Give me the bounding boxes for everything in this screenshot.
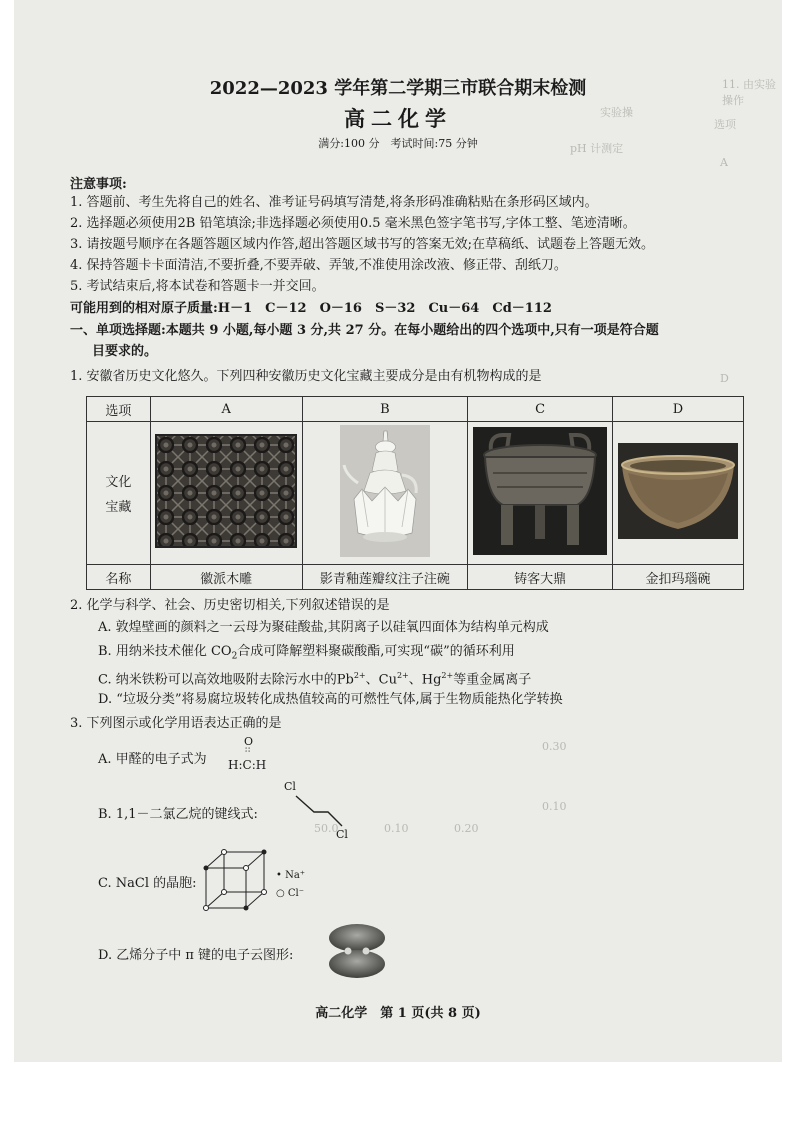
bleed-text: D xyxy=(720,372,729,385)
q1-name-b: 影青釉莲瓣纹注子注碗 xyxy=(302,565,468,590)
note-item: 3. 请按题号顺序在各题答题区域内作答,超出答题区域书写的答案无效;在草稿纸、试题卷上答题无效。 xyxy=(70,237,655,252)
formaldehyde-double-bond: :: xyxy=(242,746,253,753)
q1-name-d: 金扣玛瑙碗 xyxy=(613,565,744,590)
q2-stem: 2. 化学与科学、社会、历史密切相关,下列叙述错误的是 xyxy=(70,598,390,613)
agate-bowl-image xyxy=(618,443,738,539)
exam-title: 2022—2023 学年第二学期三市联合期末检测 xyxy=(209,78,587,99)
wood-carving-photo xyxy=(150,422,302,565)
superscript: 2+ xyxy=(441,671,454,680)
q1-name-c: 铸客大鼎 xyxy=(468,565,613,590)
exam-meta: 满分:100 分 考试时间:75 分钟 xyxy=(318,137,478,150)
bleed-text: 0.30 xyxy=(542,740,567,753)
bleed-text: 11. 由实验操作 xyxy=(722,78,776,107)
wood-carving-image xyxy=(154,433,298,549)
bleed-text: 50.0 xyxy=(314,822,339,835)
row-label-line: 宝藏 xyxy=(105,500,132,515)
q3-option-b: B. 1,1－二氯乙烷的键线式: xyxy=(98,807,258,822)
bronze-ding-image xyxy=(473,427,607,555)
atomic-mass: 可能用到的相对原子质量:H－1 C－12 O－16 S－32 Cu－64 Cd－112 xyxy=(70,301,552,316)
bronze-ding-photo xyxy=(468,422,613,565)
nacl-unit-cell xyxy=(200,848,270,918)
q2-option-c xyxy=(98,666,531,690)
na-ion-legend: • Na⁺ xyxy=(276,870,306,881)
bleed-text: 0.10 xyxy=(542,800,567,813)
subscript: 2 xyxy=(231,651,238,662)
q2-c-text: 、Cu xyxy=(365,672,397,688)
subject-title: 高二化学 xyxy=(344,106,452,131)
bleed-text: 0.10 xyxy=(384,822,409,835)
q1-option-d: D xyxy=(613,397,744,422)
page-footer: 高二化学 第 1 页(共 8 页) xyxy=(315,1006,481,1021)
q2-option-a: A. 敦煌壁画的颜料之一云母为聚硅酸盐,其阴离子以硅氧四面体为结构单元构成 xyxy=(98,620,549,635)
note-item: 5. 考试结束后,将本试卷和答题卡一并交回。 xyxy=(70,279,325,294)
q2-option-d: D. “垃圾分类”将易腐垃圾转化成热值较高的可燃性气体,属于生物质能热化学转换 xyxy=(98,692,563,707)
q3-option-a: A. 甲醛的电子式为 xyxy=(98,752,207,767)
q1-option-c: C xyxy=(468,397,613,422)
q2-c-text: 等重金属离子 xyxy=(453,672,532,688)
q1-stem: 1. 安徽省历史文化悠久。下列四种安徽历史文化宝藏主要成分是由有机物构成的是 xyxy=(70,369,542,384)
porcelain-ewer-image xyxy=(340,425,430,557)
q1-col-header: 选项 xyxy=(87,397,151,422)
q1-option-b: B xyxy=(302,397,468,422)
exam-page xyxy=(14,0,782,1062)
q2-c-text: C. 纳米铁粉可以高效地吸附去除污水中的Pb xyxy=(98,672,354,688)
q1-name-label: 名称 xyxy=(87,565,151,590)
q2-option-b xyxy=(98,642,515,667)
bleed-text: 0.20 xyxy=(454,822,479,835)
bleed-text: 实验操 xyxy=(600,106,633,119)
note-item: 2. 选择题必须使用2B 铅笔填涂;非选择题必须使用0.5 毫米黑色签字笔书写,字体工整、笔迹清晰。 xyxy=(70,216,636,231)
q3-option-d: D. 乙烯分子中 π 键的电子云图形: xyxy=(98,948,294,963)
q3-stem: 3. 下列图示或化学用语表达正确的是 xyxy=(70,716,282,731)
bleed-text: 选项 xyxy=(714,118,736,131)
q1-name-a: 徽派木雕 xyxy=(150,565,302,590)
bleed-text: A xyxy=(720,156,728,169)
formaldehyde-o: O xyxy=(244,735,254,748)
section-heading: 一、单项选择题:本题共 9 小题,每小题 3 分,共 27 分。在每小题给出的四个选项中,只有一项是符合题 xyxy=(70,323,659,338)
q1-table xyxy=(86,396,744,590)
notes-title: 注意事项: xyxy=(70,177,127,192)
superscript: 2+ xyxy=(353,671,366,680)
row-label-line: 文化 xyxy=(105,475,132,490)
q2-b-text: B. 用纳米技术催化 CO xyxy=(98,644,232,659)
bleed-text: pH 计测定 xyxy=(570,142,624,155)
q1-option-a: A xyxy=(150,397,302,422)
note-item: 4. 保持答题卡卡面清洁,不要折叠,不要弄破、弄皱,不准使用涂改液、修正带、刮纸刀。 xyxy=(70,258,567,273)
section-heading-cont: 目要求的。 xyxy=(92,344,158,359)
q3-option-c: C. NaCl 的晶胞: xyxy=(98,876,197,891)
chlorine-label: Cl xyxy=(336,828,348,841)
formaldehyde-formula: H:C:H xyxy=(228,758,267,772)
superscript: 2+ xyxy=(396,671,409,680)
pi-bond-electron-cloud xyxy=(326,920,388,982)
porcelain-ewer-photo xyxy=(302,422,468,565)
dichloroethane-skeletal xyxy=(284,780,364,840)
q1-row-label xyxy=(87,422,151,565)
cl-ion-legend: ○ Cl⁻ xyxy=(276,888,305,899)
q2-c-text: 、Hg xyxy=(408,672,442,688)
note-item: 1. 答题前、考生先将自己的姓名、准考证号码填写清楚,将条形码准确粘贴在条形码区域内。 xyxy=(70,195,598,210)
chlorine-label: Cl xyxy=(284,780,296,793)
q2-b-text: 合成可降解塑料聚碳酸酯,可实现“碳”的循环利用 xyxy=(237,644,515,659)
agate-bowl-photo xyxy=(613,422,744,565)
